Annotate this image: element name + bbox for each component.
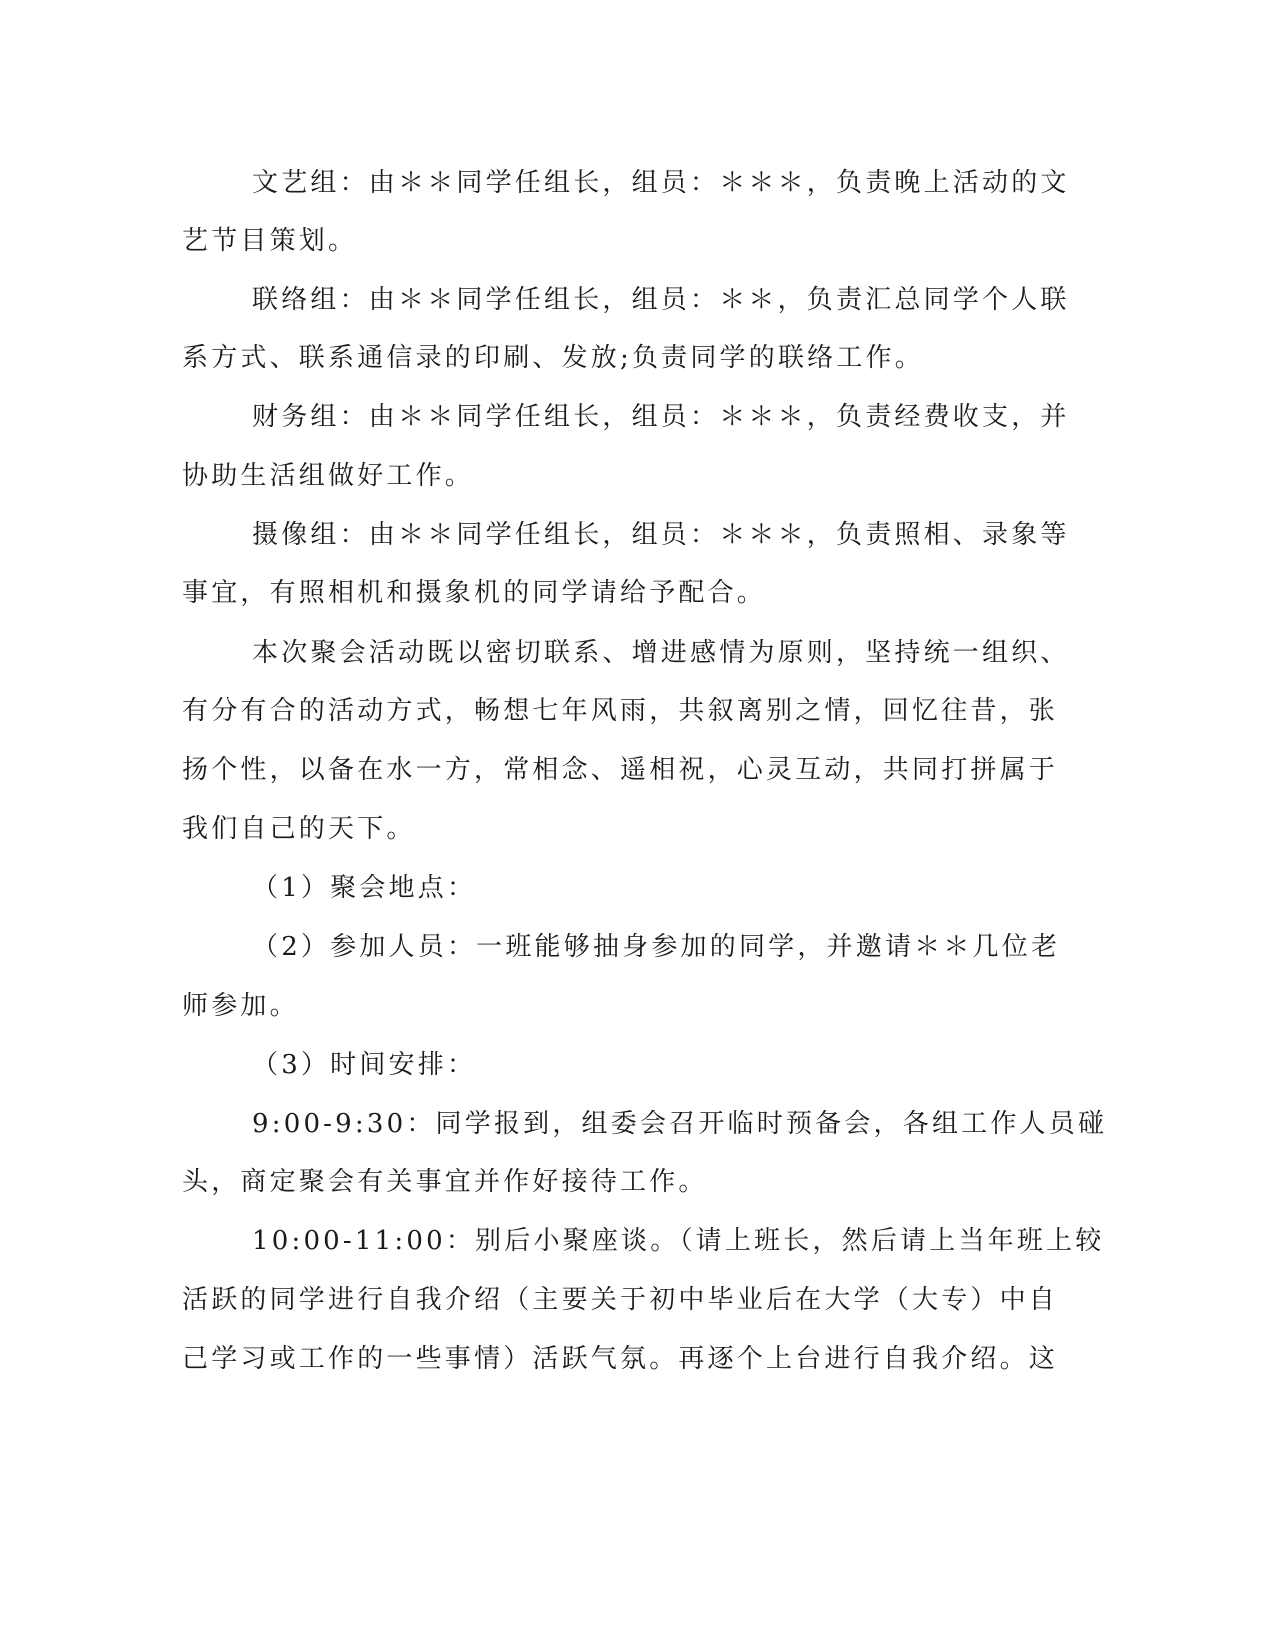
paragraph-line: （3）时间安排： bbox=[252, 1050, 477, 1080]
paragraph-line: 摄像组：由＊＊同学任组长，组员：＊＊＊，负责照相、录象等 bbox=[252, 520, 1070, 550]
paragraph-line: 有分有合的活动方式，畅想七年风雨，共叙离别之情，回忆往昔，张 bbox=[182, 696, 1059, 726]
paragraph-line: 师参加。 bbox=[182, 991, 299, 1021]
paragraph-line: （2）参加人员：一班能够抽身参加的同学，并邀请＊＊几位老 bbox=[252, 932, 1061, 962]
paragraph-line: 活跃的同学进行自我介绍（主要关于初中毕业后在大学（大专）中自 bbox=[182, 1285, 1059, 1315]
paragraph-line: 文艺组：由＊＊同学任组长，组员：＊＊＊，负责晚上活动的文 bbox=[252, 168, 1070, 198]
paragraph-line: 头，商定聚会有关事宜并作好接待工作。 bbox=[182, 1167, 708, 1197]
paragraph-line: 联络组：由＊＊同学任组长，组员：＊＊，负责汇总同学个人联 bbox=[252, 285, 1070, 315]
paragraph-line: 本次聚会活动既以密切联系、增进感情为原则，坚持统一组织、 bbox=[252, 638, 1070, 668]
paragraph-line: 事宜，有照相机和摄象机的同学请给予配合。 bbox=[182, 578, 767, 608]
paragraph-line: 扬个性，以备在水一方，常相念、遥相祝，心灵互动，共同打拼属于 bbox=[182, 755, 1059, 785]
paragraph-line: （1）聚会地点： bbox=[252, 873, 477, 903]
paragraph-line: 财务组：由＊＊同学任组长，组员：＊＊＊，负责经费收支，并 bbox=[252, 402, 1070, 432]
paragraph-line: 系方式、联系通信录的印刷、发放;负责同学的联络工作。 bbox=[182, 343, 924, 373]
paragraph-line: 己学习或工作的一些事情）活跃气氛。再逐个上台进行自我介绍。这 bbox=[182, 1344, 1059, 1374]
paragraph-line: 艺节目策划。 bbox=[182, 226, 358, 256]
paragraph-line: 协助生活组做好工作。 bbox=[182, 461, 475, 491]
paragraph-line: 10:00-11:00：别后小聚座谈。（请上班长，然后请上当年班上较 bbox=[252, 1226, 1105, 1256]
paragraph-line: 9:00-9:30：同学报到，组委会召开临时预备会，各组工作人员碰 bbox=[252, 1109, 1108, 1139]
paragraph-line: 我们自己的天下。 bbox=[182, 814, 416, 844]
